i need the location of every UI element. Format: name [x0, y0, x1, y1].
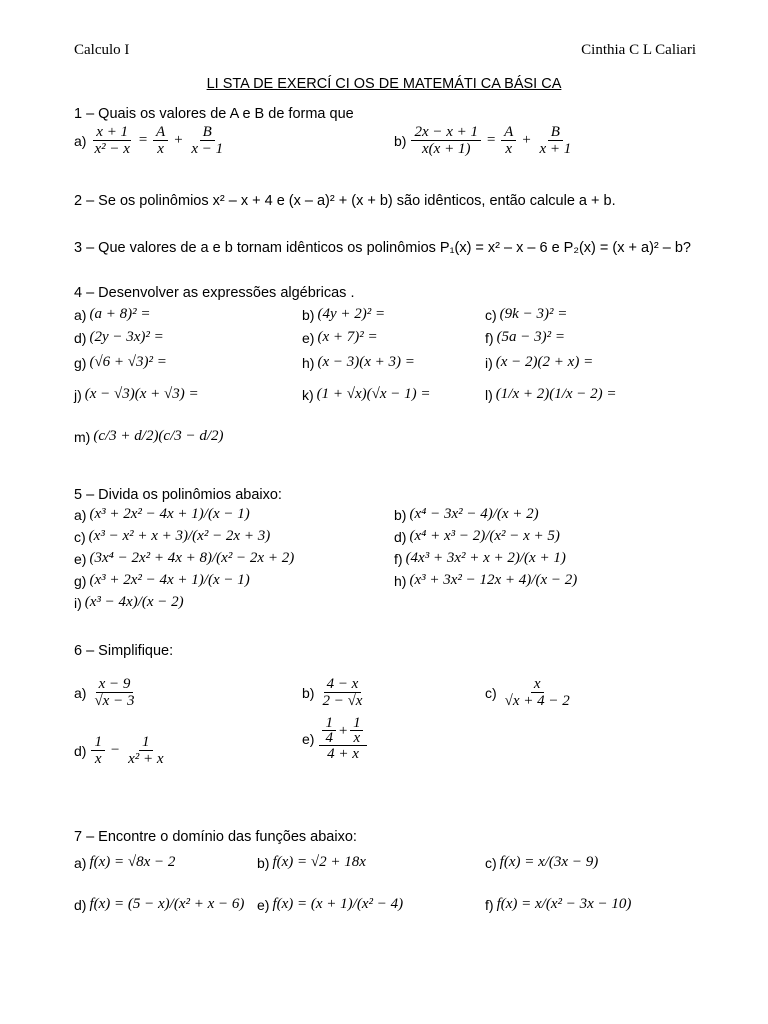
- item-expression: (x − √3)(x + √3) =: [84, 386, 199, 402]
- item-expression: (1 + √x)(√x − 1) =: [316, 386, 431, 402]
- fraction-numerator: 2x − x + 1: [411, 124, 481, 141]
- item-label: c): [485, 684, 497, 701]
- q4-item: [74, 354, 167, 371]
- item-label: f): [485, 329, 494, 346]
- q4-item: [302, 354, 415, 371]
- q6-item-b: [302, 676, 367, 709]
- item-label: g): [74, 354, 87, 371]
- question-7-prompt: 7 – Encontre o domínio das funções abaixo:: [74, 829, 357, 845]
- item-expression: (4y + 2)² =: [317, 306, 386, 322]
- q7-item: [485, 896, 631, 913]
- question-4-prompt: 4 – Desenvolver as expressões algébricas .: [74, 285, 355, 301]
- item-label: h): [302, 354, 315, 371]
- fraction-numerator: B: [548, 124, 563, 141]
- plus-sign: +: [173, 132, 184, 148]
- fraction-denominator: √x + 4 − 2: [504, 693, 570, 709]
- item-expression: (√6 + √3)² =: [89, 354, 167, 370]
- item-expression: (c/3 + d/2)(c/3 − d/2): [93, 428, 224, 444]
- fraction-numerator: 1: [139, 734, 153, 751]
- item-label: a): [74, 854, 87, 871]
- item-label: j): [74, 386, 82, 403]
- item-expression: (a + 8)² =: [89, 306, 151, 322]
- inner-numerator: 1: [325, 715, 333, 731]
- q7-item: [257, 854, 366, 871]
- item-expression: f(x) = (x + 1)/(x² − 4): [272, 896, 404, 912]
- item-expression: f(x) = x/(3x − 9): [499, 854, 599, 870]
- item-label: a): [74, 506, 87, 523]
- q4-item: [302, 306, 385, 323]
- fraction-denominator: x + 1: [539, 141, 572, 157]
- item-label: b): [394, 506, 407, 523]
- fraction-numerator: A: [501, 124, 516, 141]
- q4-item: [485, 329, 565, 346]
- item-label: b): [394, 132, 407, 149]
- equals-sign: =: [137, 132, 149, 148]
- item-expression: (2y − 3x)² =: [89, 329, 164, 345]
- item-expression: (x³ + 2x² − 4x + 1)/(x − 1): [89, 506, 250, 522]
- item-label: d): [74, 742, 87, 759]
- course-name: Calculo I: [74, 42, 130, 58]
- q5-item: [74, 594, 184, 611]
- item-label: d): [74, 329, 87, 346]
- fraction-numerator: x + 1: [93, 124, 131, 141]
- fraction-numerator: 4 − x: [324, 676, 362, 693]
- q4-item: [485, 306, 567, 323]
- q5-item: [74, 550, 294, 567]
- page-title: LI STA DE EXERCÍ CI OS DE MATEMÁTI CA BÁSI CA: [206, 76, 562, 92]
- item-expression: (x³ + 2x² − 4x + 1)/(x − 1): [89, 572, 250, 588]
- item-label: d): [74, 896, 87, 913]
- item-label: h): [394, 572, 407, 589]
- fraction-denominator: x − 1: [191, 141, 224, 157]
- q6-item-d: [74, 734, 169, 767]
- q5-item: [74, 572, 250, 589]
- item-expression: (x − 2)(2 + x) =: [495, 354, 594, 370]
- item-label: c): [485, 306, 497, 323]
- inner-denominator: x: [350, 730, 363, 745]
- item-label: c): [485, 854, 497, 871]
- item-label: e): [302, 731, 315, 747]
- item-label: m): [74, 428, 91, 445]
- item-expression: f(x) = √8x − 2: [89, 854, 176, 870]
- q7-item: [74, 896, 244, 913]
- item-label: a): [74, 684, 87, 701]
- item-expression: (x⁴ − 3x² − 4)/(x + 2): [409, 506, 539, 522]
- item-expression: f(x) = (5 − x)/(x² + x − 6): [89, 896, 245, 912]
- item-expression: (x³ − 4x)/(x − 2): [84, 594, 184, 610]
- q6-item-e: [302, 716, 369, 762]
- item-label: e): [257, 896, 270, 913]
- item-expression: (9k − 3)² =: [499, 306, 568, 322]
- q4-item: [302, 329, 378, 346]
- question-6-prompt: 6 – Simplifique:: [74, 643, 174, 659]
- q1-item-a: [74, 124, 228, 157]
- equals-sign: =: [486, 132, 497, 148]
- item-expression: f(x) = x/(x² − 3x − 10): [496, 896, 632, 912]
- item-expression: (5a − 3)² =: [496, 329, 566, 345]
- q1-item-b: [394, 124, 576, 157]
- item-label: b): [302, 306, 315, 323]
- item-expression: (x³ − x² + x + 3)/(x² − 2x + 3): [88, 528, 271, 544]
- q7-item: [485, 854, 598, 871]
- q4-item: [74, 306, 150, 323]
- item-label: b): [302, 684, 315, 701]
- item-expression: (x³ + 3x² − 12x + 4)/(x − 2): [409, 572, 578, 588]
- q5-item: [394, 550, 566, 567]
- fraction-numerator: 1: [91, 734, 105, 751]
- item-expression: (x⁴ + x³ − 2)/(x² − x + 5): [409, 528, 560, 544]
- fraction-denominator: 2 − √x: [322, 693, 363, 709]
- inner-denominator: 4: [322, 730, 336, 745]
- q6-item-a: [74, 676, 139, 709]
- fraction-denominator: √x − 3: [94, 693, 135, 709]
- q5-item: [74, 528, 270, 545]
- item-expression: (4x³ + 3x² + x + 2)/(x + 1): [405, 550, 566, 566]
- item-label: e): [302, 329, 315, 346]
- fraction-denominator: 4 + x: [327, 746, 359, 762]
- fraction-denominator: x: [94, 751, 102, 767]
- item-expression: (x + 7)² =: [317, 329, 378, 345]
- q4-item: [74, 428, 224, 445]
- item-label: a): [74, 306, 87, 323]
- fraction-numerator: x − 9: [96, 676, 134, 693]
- item-label: f): [485, 896, 494, 913]
- q5-item: [394, 528, 560, 545]
- q6-item-c: [485, 676, 575, 709]
- fraction-denominator: x: [505, 141, 513, 157]
- item-expression: f(x) = √2 + 18x: [272, 854, 366, 870]
- question-3: 3 – Que valores de a e b tornam idênticos os polinômios P₁(x) = x² – x – 6 e P₂(x) = (x + a)² – b?: [74, 240, 691, 256]
- item-expression: (3x⁴ − 2x² + 4x + 8)/(x² − 2x + 2): [89, 550, 295, 566]
- q4-item: [485, 386, 617, 403]
- item-label: b): [257, 854, 270, 871]
- item-expression: (x − 3)(x + 3) =: [317, 354, 415, 370]
- q4-item: [485, 354, 593, 371]
- author-name: Cinthia C L Caliari: [581, 42, 696, 58]
- inner-numerator: 1: [353, 715, 361, 731]
- fraction-denominator: x(x + 1): [422, 141, 471, 157]
- fraction-denominator: x: [157, 141, 164, 157]
- item-label: d): [394, 528, 407, 545]
- item-label: e): [74, 550, 87, 567]
- question-5-prompt: 5 – Divida os polinômios abaixo:: [74, 487, 282, 503]
- q5-item: [394, 506, 539, 523]
- item-expression: (1/x + 2)(1/x − 2) =: [495, 386, 617, 402]
- item-label: f): [394, 550, 403, 567]
- fraction-denominator: x² − x: [94, 141, 130, 157]
- q4-item: [74, 329, 164, 346]
- item-label: c): [74, 528, 86, 545]
- question-2: 2 – Se os polinômios x² – x + 4 e (x – a)² + (x + b) são idênticos, então calcule a + b.: [74, 193, 616, 209]
- q4-item: [74, 386, 199, 403]
- q5-item: [74, 506, 250, 523]
- fraction-numerator: x: [531, 676, 544, 693]
- fraction-numerator: A: [153, 124, 168, 141]
- item-label: k): [302, 386, 314, 403]
- q4-item: [302, 386, 431, 403]
- fraction-denominator: x² + x: [128, 751, 164, 767]
- plus-sign: +: [521, 132, 532, 148]
- plus-sign: +: [337, 722, 349, 739]
- question-1-prompt: 1 – Quais os valores de A e B de forma que: [74, 106, 354, 122]
- q7-item: [257, 896, 403, 913]
- q7-item: [74, 854, 175, 871]
- item-label: a): [74, 132, 87, 149]
- q5-item: [394, 572, 577, 589]
- minus-sign: −: [109, 742, 121, 758]
- fraction-numerator: B: [200, 124, 215, 141]
- item-label: g): [74, 572, 87, 589]
- item-label: l): [485, 386, 493, 403]
- item-label: i): [485, 354, 493, 371]
- item-label: i): [74, 594, 82, 611]
